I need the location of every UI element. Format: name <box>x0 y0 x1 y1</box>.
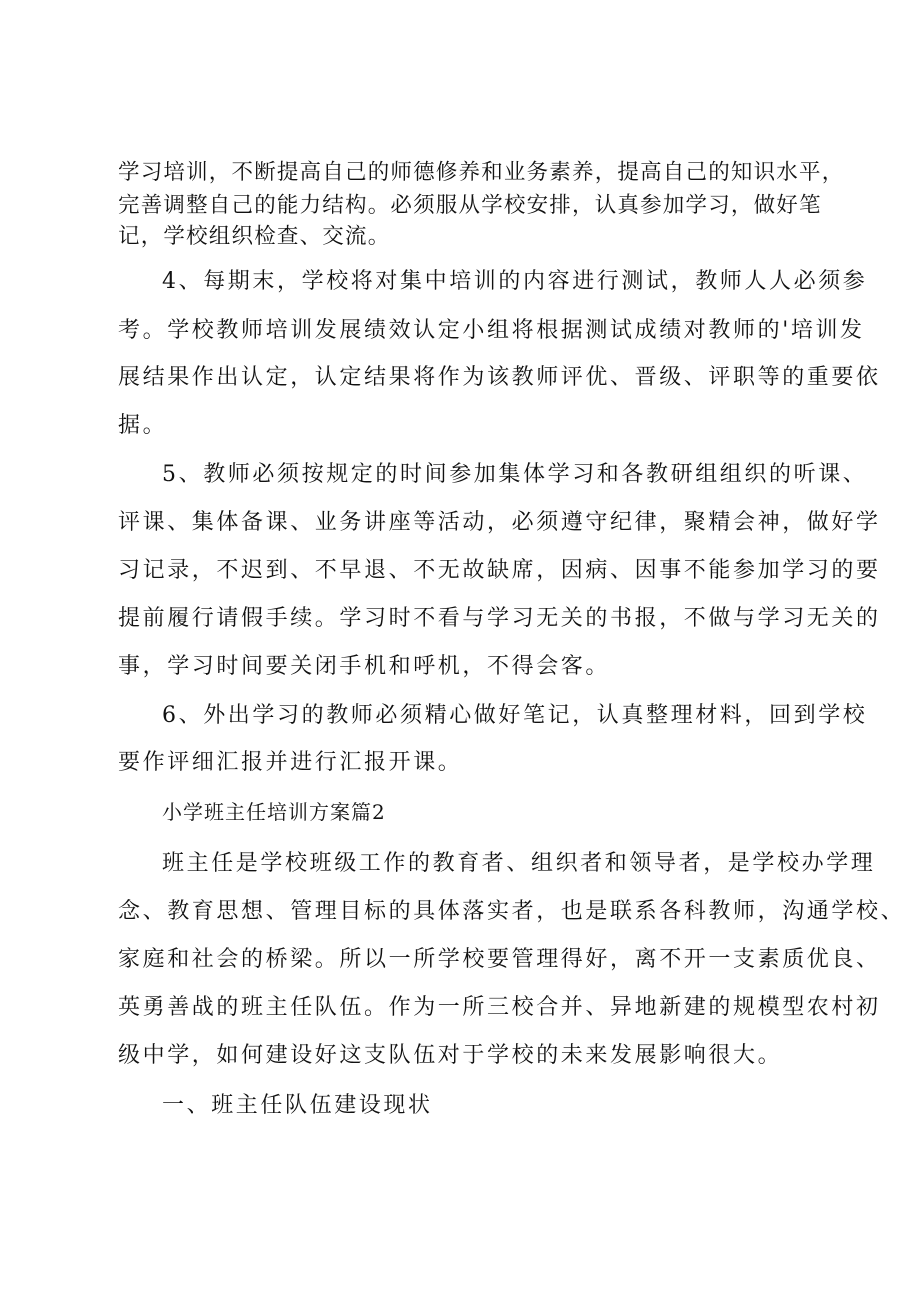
item6-line-2: 要作评细汇报并进行汇报开课。 <box>118 750 463 775</box>
item6-line-1: 6、外出学习的教师必须精心做好笔记，认真整理材料，回到学校 <box>162 703 868 728</box>
item5-line-5: 事，学习时间要关闭手机和呼机，不得会客。 <box>118 654 611 679</box>
section-title: 小学班主任培训方案篇2 <box>162 800 386 824</box>
intro2-line-2: 念、教育思想、管理目标的具体落实者，也是联系各科教师，沟通学校、 <box>118 899 906 924</box>
intro-line-3: 记，学校组织检查、交流。 <box>118 224 391 249</box>
item5-line-4: 提前履行请假手续。学习时不看与学习无关的书报，不做与学习无关的 <box>118 606 881 631</box>
item4-line-3: 展结果作出认定，认定结果将作为该教师评优、晋级、评职等的重要依 <box>118 365 881 390</box>
item4-line-2: 考。学校教师培训发展绩效认定小组将根据测试成绩对教师的'培训发 <box>118 318 865 343</box>
item5-line-3: 习记录，不迟到、不早退、不无故缺席，因病、因事不能参加学习的要 <box>118 558 881 583</box>
intro2-line-5: 级中学，如何建设好这支队伍对于学校的未来发展影响很大。 <box>118 1043 783 1068</box>
intro2-line-3: 家庭和社会的桥梁。所以一所学校要管理得好，离不开一支素质优良、 <box>118 947 881 972</box>
intro-line-2: 完善调整自己的能力结构。必须服从学校安排，认真参加学习，做好笔 <box>118 193 822 218</box>
item5-line-1: 5、教师必须按规定的时间参加集体学习和各教研组组织的听课、 <box>162 462 868 487</box>
item5-line-2: 评课、集体备课、业务讲座等活动，必须遵守纪律，聚精会神，做好学 <box>118 510 881 535</box>
intro2-line-1: 班主任是学校班级工作的教育者、组织者和领导者，是学校办学理 <box>162 851 876 876</box>
intro-line-1: 学习培训，不断提高自己的师德修养和业务素养，提高自己的知识水平， <box>118 160 845 185</box>
item4-line-4: 据。 <box>118 413 168 438</box>
item4-line-1: 4、每期末，学校将对集中培训的内容进行测试，教师人人必须参 <box>162 269 868 294</box>
intro2-line-4: 英勇善战的班主任队伍。作为一所三校合并、异地新建的规模型农村初 <box>118 995 881 1020</box>
heading-1: 一、班主任队伍建设现状 <box>162 1093 433 1118</box>
